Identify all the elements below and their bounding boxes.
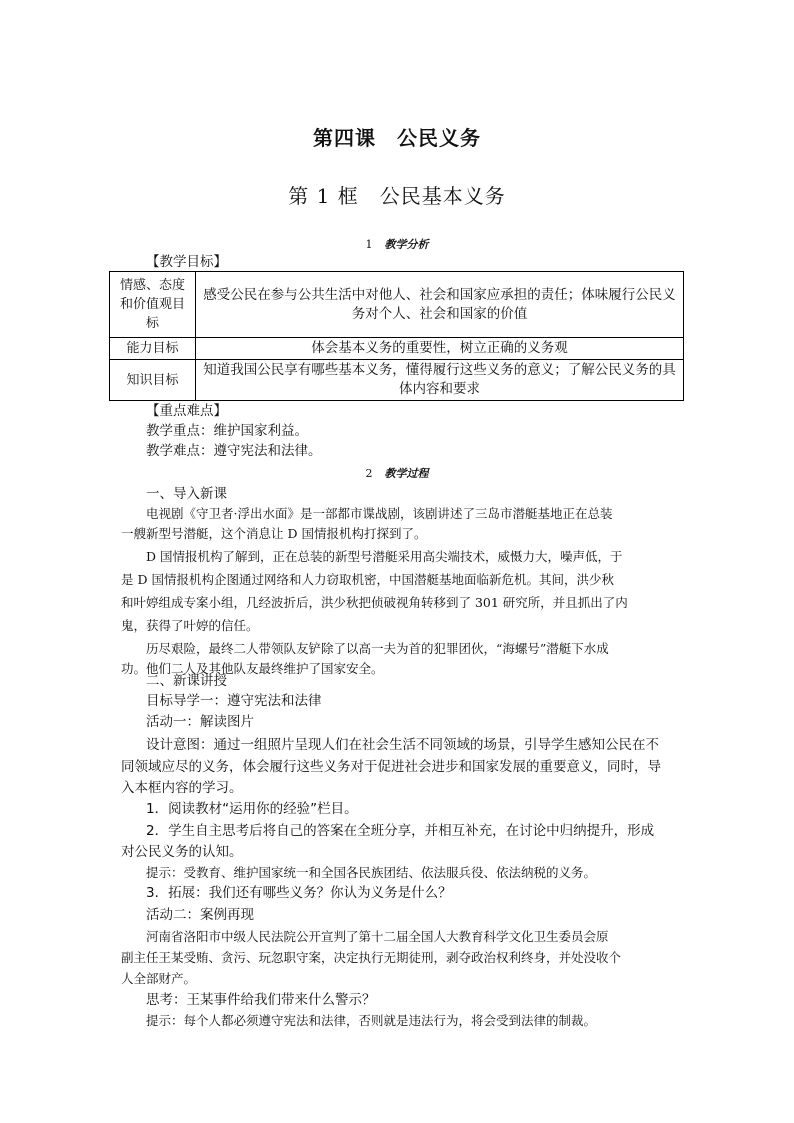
table-row <box>110 338 684 360</box>
part-label: 教学过程 <box>384 467 429 480</box>
intro-text: 和叶婷组成专案小组，几经波折后，洪少秋把侦破视角转移到了 301 研究所，并且抓出了内 <box>121 595 628 610</box>
target-heading: 目标导学一：遵守宪法和法律 <box>146 693 322 709</box>
question-text: 思考：王某事件给我们带来什么警示？ <box>146 992 376 1008</box>
intro-text: D 国情报机构了解到，正在总装的新型号潜艇采用高尖端技术，威慑力大，噪声低，于 <box>146 549 623 564</box>
section-title: 第 1 框 公民基本义务 <box>288 184 506 208</box>
teaching-goals-heading: 【教学目标】 <box>146 254 227 270</box>
lesson-title: 第四课 公民义务 <box>313 126 481 150</box>
part-heading-process <box>0 465 794 481</box>
design-text: 同领域应尽的义务，体会履行这些义务对于促进社会进步和国家发展的重要意义，同时，导 <box>121 759 661 775</box>
part-number: 2 <box>365 467 373 480</box>
intro-text: 一艘新型号潜艇，这个消息让 D 国情报机构打探到了。 <box>121 526 427 541</box>
case-text: 人全部财产。 <box>121 971 197 986</box>
part-number: 1 <box>365 238 373 251</box>
difficult-point: 教学难点：遵守宪法和法律。 <box>146 443 322 459</box>
hint-text: 提示：受教育、维护国家统一和全国各民族团结、依法服兵役、依法纳税的义务。 <box>146 865 597 880</box>
new-lesson-heading: 二、新课讲授 <box>146 673 227 689</box>
part-label: 教学分析 <box>384 238 429 251</box>
intro-text: 是 D 国情报机构企图通过网络和人力窃取机密，中国潜艇基地面临新危机。其间，洪少秋 <box>121 572 614 587</box>
activity-heading: 活动一：解读图片 <box>146 714 254 730</box>
step-text: 3．拓展：我们还有哪些义务？你认为义务是什么？ <box>146 885 452 901</box>
step-text: 2．学生自主思考后将自己的答案在全班分享，并相互补充，在讨论中归纳提升，形成 <box>146 823 655 839</box>
goals-table <box>109 271 684 401</box>
case-text: 河南省洛阳市中级人民法院公开宣判了第十二届全国人大教育科学文化卫生委员会原 <box>146 929 609 944</box>
activity-heading: 活动二：案例再现 <box>146 907 254 923</box>
table-row <box>110 272 684 338</box>
goal-content: 体会基本义务的重要性，树立正确的义务观 <box>196 338 684 360</box>
part-heading-analysis <box>0 236 794 252</box>
goal-content: 知道我国公民享有哪些基本义务，懂得履行这些义务的意义；了解公民义务的具体内容和要求 <box>196 360 684 401</box>
intro-text: 电视剧《守卫者·浮出水面》是一部都市谍战剧，该剧讲述了三岛市潜艇基地正在总装 <box>146 506 613 521</box>
goal-content: 感受公民在参与公共生活中对他人、社会和国家应承担的责任；体味履行公民义务对个人、社会和国家的价值 <box>196 272 684 338</box>
intro-text: 功。他们二人及其他队友最终维护了国家安全。 <box>121 661 384 676</box>
key-point: 教学重点：维护国家利益。 <box>146 423 308 439</box>
key-points-heading: 【重点难点】 <box>146 403 227 419</box>
intro-heading: 一、导入新课 <box>146 486 227 502</box>
design-text: 设计意图：通过一组照片呈现人们在社会生活不同领域的场景，引导学生感知公民在不 <box>146 737 659 753</box>
goal-label: 情感、态度和价值观目标 <box>110 272 196 338</box>
step-text: 对公民义务的认知。 <box>121 844 243 860</box>
design-text: 入本框内容的学习。 <box>121 780 243 796</box>
case-text: 副主任王某受贿、贪污、玩忽职守案，决定执行无期徒刑，剥夺政治权利终身，并处没收个 <box>121 950 622 965</box>
hint-text: 提示：每个人都必须遵守宪法和法律，否则就是违法行为，将会受到法律的制裁。 <box>146 1013 597 1028</box>
goal-label: 知识目标 <box>110 360 196 401</box>
step-text: 1．阅读教材“运用你的经验”栏目。 <box>146 801 358 817</box>
goal-label: 能力目标 <box>110 338 196 360</box>
intro-text: 鬼，获得了叶婷的信任。 <box>121 618 259 633</box>
table-row <box>110 360 684 401</box>
intro-text: 历尽艰险，最终二人带领队友铲除了以高一夫为首的犯罪团伙，“海螺号”潜艇下水成 <box>146 641 609 656</box>
